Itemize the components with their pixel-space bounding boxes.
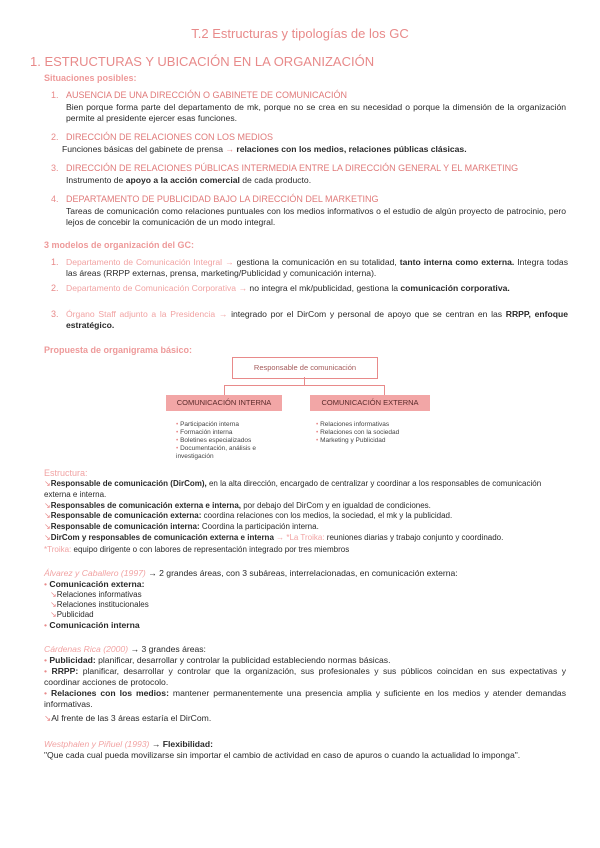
org-connector-right (384, 385, 385, 395)
westphalen-heading: Westphalen y Piñuel (1993) → Flexibilidad: (44, 739, 213, 749)
estructura-item: ↘Responsable de comunicación interna: Coordina la participación interna. (44, 522, 319, 532)
cardenas-heading: Cárdenas Rica (2000) → 3 grandes áreas: (44, 644, 206, 654)
org-connector-vertical (304, 377, 305, 385)
alvarez-sub-item: ↘Publicidad (50, 610, 94, 619)
estructura-item: ↘DirCom y responsables de comunicación externa e interna → *La Troika: reuniones diarias y trabajo conjunto y coordinado. (44, 532, 504, 542)
org-internal-tag: COMUNICACIÓN INTERNA (166, 395, 282, 411)
item-3-number: 3. (51, 163, 59, 173)
org-internal-list (176, 421, 296, 461)
alvarez-heading: Álvarez y Caballero (1997) → 2 grandes áreas, con 3 subáreas, interrelacionadas, en comunicación externa: (44, 568, 458, 578)
page-title: T.2 Estructuras y tipologías de los GC (191, 26, 409, 41)
modelo-3-text: Órgano Staff adjunto a la Presidencia → integrado por el DirCom y personal de apoyo que se centran en las RRPP, enfoque estratégico. (66, 309, 568, 331)
modelo-3-number: 3. (51, 309, 59, 319)
item-1-text: Bien porque forma parte del departamento de mk, porque no se crea en su necesidad o porque la dimensión de la organización permite al presidente ejercer esas funciones. (66, 102, 566, 124)
alvarez-subs (44, 590, 574, 620)
estructura-list (44, 479, 570, 556)
org-internal-item: • Documentación, análisis e investigación (176, 445, 256, 460)
alvarez-sub-item: ↘Relaciones informativas (50, 590, 142, 599)
organigrama-title: Propuesta de organigrama básico: (44, 345, 193, 355)
org-external-item: • Relaciones informativas (316, 421, 390, 428)
org-connector-horizontal (224, 385, 384, 386)
modelo-1-text: Departamento de Comunicación Integral → gestiona la comunicación en su totalidad, tanto interna como externa. Integra todas las áreas (RRPP externas, prensa, marketing/Publicidad y comunicación interna). (66, 257, 568, 279)
estructura-item: ↘Responsable de comunicación (DirCom), en la alta dirección, encargado de centralizar y coordinar a los responsables de comunicación externa e interna. (44, 479, 542, 499)
org-top-box: Responsable de comunicación (232, 357, 378, 379)
estructura-title: Estructura: (44, 468, 88, 478)
cardenas-block (44, 644, 566, 724)
modelo-2-number: 2. (51, 283, 59, 293)
org-internal-item: • Participación interna (176, 421, 239, 428)
cardenas-item: • Relaciones con los medios: mantener permanentemente una presencia amplia y suficiente en los medios y atender demandas informativas. (44, 688, 567, 709)
org-connector-left (224, 385, 225, 395)
item-1-title: AUSENCIA DE UNA DIRECCIÓN O GABINETE DE COMUNICACIÓN (66, 90, 348, 100)
org-external-tag: COMUNICACIÓN EXTERNA (310, 395, 430, 411)
modelos-title: 3 modelos de organización del GC: (44, 240, 195, 250)
org-external-list (316, 421, 446, 445)
troika-note: *Troika: equipo dirigente o con labores de representación integrado por tres miembros (44, 544, 350, 554)
estructura-item: ↘Responsables de comunicación externa e interna, por debajo del DirCom y en igualdad de condiciones. (44, 500, 431, 510)
westphalen-quote: "Que cada cual pueda movilizarse sin importar el cambio de actividad en caso de apuros o cuando la actualidad lo imponga". (44, 750, 521, 760)
org-external-item: • Relaciones con la sociedad (316, 429, 400, 436)
item-1-number: 1. (51, 90, 59, 100)
org-external-item: • Marketing y Publicidad (316, 437, 386, 444)
alvarez-sub-item: ↘Relaciones institucionales (50, 600, 149, 609)
alvarez-int: • Comunicación interna (44, 620, 140, 630)
westphalen-block (44, 739, 566, 761)
item-3-text: Instrumento de apoyo a la acción comercial de cada producto. (66, 175, 312, 185)
cardenas-footer: ↘Al frente de las 3 áreas estaría el DirCom. (44, 713, 212, 723)
modelo-2-text: Departamento de Comunicación Corporativa → no integra el mk/publicidad, gestiona la comunicación corporativa. (66, 283, 510, 293)
modelo-1-number: 1. (51, 257, 59, 267)
org-internal-item: • Boletines especializados (176, 437, 252, 444)
section-heading: 1. ESTRUCTURAS Y UBICACIÓN EN LA ORGANIZACIÓN (30, 54, 375, 69)
item-2-number: 2. (51, 132, 59, 142)
item-3-title: DIRECCIÓN DE RELACIONES PÚBLICAS INTERMEDIA ENTRE LA DIRECCIÓN GENERAL Y EL MARKETING (66, 163, 519, 173)
cardenas-item: • RRPP: planificar, desarrollar y controlar que la organización, sus profesionales y sus públicos coincidan en sus expectativas y coordinar acciones de protocolo. (44, 666, 567, 687)
item-2-text: Funciones básicas del gabinete de prensa → relaciones con los medios, relaciones públicas clásicas. (62, 144, 467, 154)
alvarez-ext: • Comunicación externa: (44, 579, 145, 589)
item-4-number: 4. (51, 194, 59, 204)
item-4-title: DEPARTAMENTO DE PUBLICIDAD BAJO LA DIRECCIÓN DEL MARKETING (66, 194, 379, 204)
estructura-item: ↘Responsable de comunicación externa: coordina relaciones con los medios, la sociedad, el mk y la publicidad. (44, 511, 453, 521)
cardenas-item: • Publicidad: planificar, desarrollar y controlar la publicidad estableciendo normas básicas. (44, 655, 391, 665)
alvarez-block (44, 568, 574, 631)
situaciones-label: Situaciones posibles: (44, 73, 137, 83)
item-4-text: Tareas de comunicación como relaciones puntuales con los medios informativos o el estudio de algún proyecto de patrocinio, pero lejos de concebir la comunicación de un modo integral. (66, 206, 566, 228)
org-internal-item: • Formación interna (176, 429, 233, 436)
item-2-title: DIRECCIÓN DE RELACIONES CON LOS MEDIOS (66, 132, 274, 142)
